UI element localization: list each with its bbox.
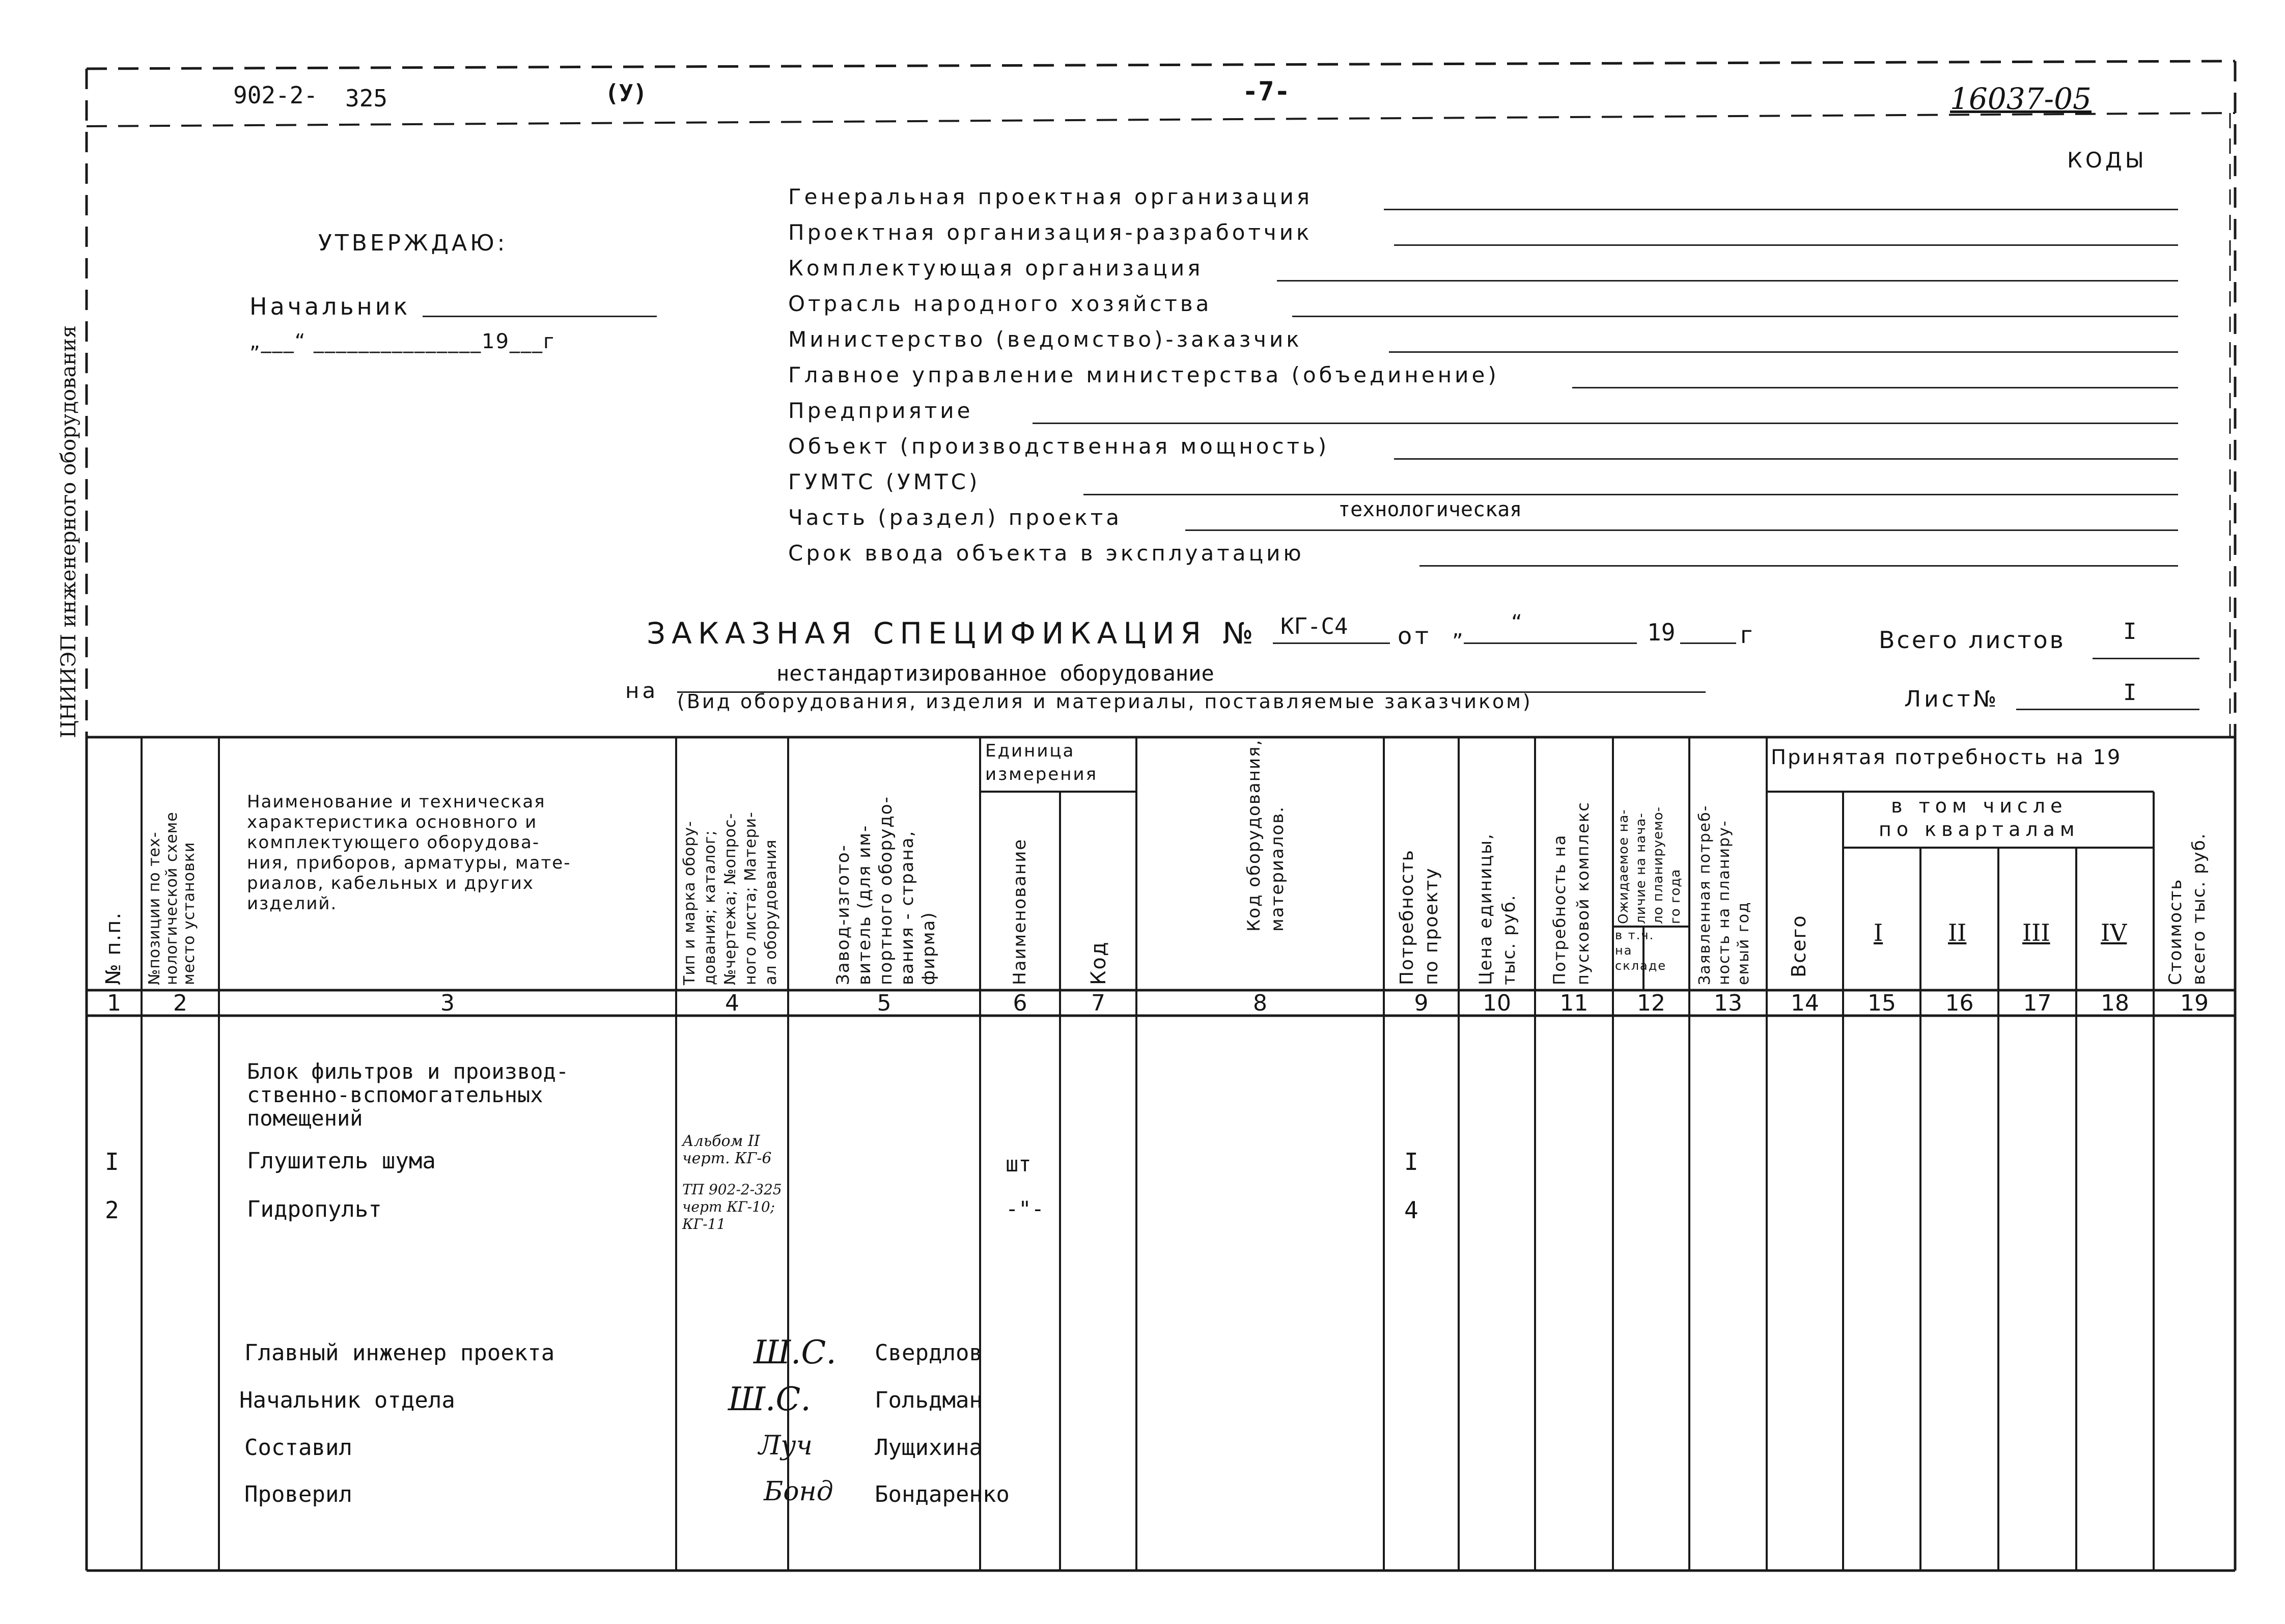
col-header-1: № п.п. bbox=[102, 911, 125, 985]
row-qty: 4 bbox=[1404, 1196, 1418, 1224]
org-field-label: Проектная организация-разработчик bbox=[788, 220, 1313, 245]
doc-series: 902-2- bbox=[233, 81, 318, 109]
org-field bbox=[788, 184, 2204, 220]
group-need: Принятая потребность на 19 bbox=[1771, 746, 2122, 769]
row-type: Альбом II черт. КГ-6 bbox=[682, 1132, 772, 1167]
col-number: 13 bbox=[1714, 990, 1742, 1016]
org-field-value: технологическая bbox=[1338, 498, 1522, 521]
col-header-9: Потребность по проекту bbox=[1397, 849, 1442, 985]
org-field bbox=[788, 327, 2204, 362]
spec-g: г bbox=[1740, 621, 1756, 649]
org-field bbox=[788, 362, 2204, 398]
col-number: 2 bbox=[173, 990, 187, 1016]
col-header-11: Потребность на пусковой комплекс bbox=[1550, 801, 1593, 985]
row-unit: -"- bbox=[1006, 1196, 1044, 1221]
row-name: Гидропульт bbox=[247, 1196, 382, 1222]
approval-date: „___“ _______________19___г bbox=[249, 330, 555, 353]
org-field bbox=[788, 256, 2204, 291]
col-number: 5 bbox=[877, 990, 891, 1016]
row-unit: шт bbox=[1006, 1152, 1032, 1177]
signature-role: Составил bbox=[244, 1435, 352, 1461]
in-stock-label: в т.ч. на складе bbox=[1615, 928, 1667, 973]
col-number: 9 bbox=[1414, 990, 1429, 1016]
col-number: 18 bbox=[2101, 990, 2129, 1016]
col-number: 16 bbox=[1945, 990, 1974, 1016]
col-number: 8 bbox=[1253, 990, 1267, 1016]
group-quarters: в том числе по кварталам bbox=[1879, 795, 2080, 841]
section-title: Блок фильтров и производ- ственно-вспомогательных помещений bbox=[247, 1059, 569, 1131]
spec-subject-caption: (Вид оборудования, изделия и материалы, поставляемые заказчиком) bbox=[677, 690, 1532, 713]
spec-number: КГ-С4 bbox=[1280, 613, 1348, 639]
doc-variant: (У) bbox=[605, 79, 648, 107]
col-header-4: Тип и марка обору- дования; каталог; №чертежа; №опрос- ного листа; Матери- ал оборудования bbox=[681, 811, 780, 985]
codes-label: КОДЫ bbox=[2067, 148, 2147, 173]
signature-name: Бондаренко bbox=[875, 1481, 1010, 1507]
group-unit: Единица измерения bbox=[985, 741, 1098, 785]
col-number: 19 bbox=[2180, 990, 2209, 1016]
row-type: ТП 902-2-325 черт КГ-10; КГ-11 bbox=[682, 1181, 782, 1233]
org-field bbox=[788, 398, 2204, 434]
col-number: 3 bbox=[440, 990, 455, 1016]
signature-role: Начальник отдела bbox=[239, 1387, 455, 1413]
total-sheets: I bbox=[2123, 619, 2137, 645]
org-field bbox=[788, 498, 2204, 541]
org-field bbox=[788, 434, 2204, 469]
signature-mark: Ш.С. bbox=[728, 1381, 811, 1418]
col-header-3: Наименование и техническая характеристика основного и комплектующего оборудова- ния, приборов, арматуры, мате- риалов, кабельных и других изделий. bbox=[247, 792, 571, 914]
signature-name: Свердлов bbox=[875, 1340, 983, 1366]
spec-na: на bbox=[625, 678, 659, 703]
org-field-label: ГУМТС (УМТС) bbox=[788, 469, 981, 494]
col-number: 14 bbox=[1791, 990, 1819, 1016]
col-number: 6 bbox=[1013, 990, 1027, 1016]
org-field bbox=[788, 291, 2204, 327]
org-field-label: Часть (раздел) проекта bbox=[788, 505, 1122, 530]
col-header-16: II bbox=[1948, 919, 1967, 946]
col-header-15: I bbox=[1874, 919, 1883, 946]
signature-mark: Ш.С. bbox=[754, 1334, 837, 1371]
row-num: 2 bbox=[105, 1196, 119, 1224]
spec-year: 19 bbox=[1647, 619, 1676, 646]
col-number: 15 bbox=[1868, 990, 1896, 1016]
org-field-label: Министерство (ведомство)-заказчик bbox=[788, 327, 1302, 352]
col-number: 17 bbox=[2023, 990, 2052, 1016]
col-number: 10 bbox=[1483, 990, 1511, 1016]
inventory-number: 16037-05 bbox=[1950, 81, 2092, 116]
org-field-label: Главное управление министерства (объединение) bbox=[788, 362, 1499, 387]
col-number: 12 bbox=[1637, 990, 1665, 1016]
signature-role: Главный инженер проекта bbox=[244, 1340, 555, 1366]
spec-from: от bbox=[1398, 622, 1432, 650]
col-header-14: Всего bbox=[1788, 914, 1810, 977]
spec-title: ЗАКАЗНАЯ СПЕЦИФИКАЦИЯ № bbox=[647, 616, 1260, 651]
org-field-label: Предприятие bbox=[788, 398, 973, 423]
col-number: 7 bbox=[1091, 990, 1105, 1016]
signature-name: Гольдман bbox=[875, 1387, 983, 1413]
total-sheets-label: Всего листов bbox=[1879, 626, 2066, 654]
page-number: -7- bbox=[1242, 76, 1290, 107]
org-field-label: Генеральная проектная организация bbox=[788, 184, 1313, 209]
signature-mark: Бонд bbox=[764, 1476, 833, 1507]
org-field-label: Объект (производственная мощность) bbox=[788, 434, 1330, 459]
row-num: I bbox=[105, 1148, 119, 1175]
signature-role: Проверил bbox=[244, 1481, 352, 1507]
sheet-number: I bbox=[2123, 680, 2137, 706]
org-field bbox=[788, 541, 2204, 576]
col-header-18: IV bbox=[2101, 919, 2127, 946]
approval-title: УТВЕРЖДАЮ: bbox=[318, 230, 508, 256]
col-header-13: Заявленная потреб- ность на планиру- емый год bbox=[1696, 804, 1752, 985]
signature-name: Лущихина bbox=[875, 1435, 983, 1461]
spec-date-mark: „ bbox=[1452, 616, 1466, 641]
approval-role: Начальник bbox=[249, 293, 411, 320]
col-header-17: III bbox=[2022, 919, 2050, 946]
sheet-label: Лист№ bbox=[1904, 686, 2000, 712]
col-header-7: Код bbox=[1087, 941, 1110, 985]
org-field-label: Срок ввода объекта в эксплуатацию bbox=[788, 541, 1304, 566]
col-header-8: Код оборудования, материалов. bbox=[1244, 739, 1288, 932]
col-header-10: Цена единицы, тыс. руб. bbox=[1475, 833, 1519, 985]
col-number: 11 bbox=[1559, 990, 1589, 1016]
row-qty: I bbox=[1404, 1148, 1418, 1175]
doc-number: 325 bbox=[345, 85, 388, 112]
org-field bbox=[788, 220, 2204, 256]
spec-date-mark: “ bbox=[1511, 610, 1525, 635]
signature-mark: Луч bbox=[759, 1431, 813, 1461]
col-header-2: №позиции по тех- нологической схеме место установки bbox=[146, 811, 198, 985]
col-header-6: Наименование bbox=[1010, 838, 1030, 985]
org-field-label: Отрасль народного хозяйства bbox=[788, 291, 1212, 316]
col-header-12: Ожидаемое на- личие на нача- ло планируемо- го года bbox=[1616, 806, 1683, 924]
col-number: 4 bbox=[725, 990, 739, 1016]
org-fields bbox=[788, 184, 2204, 576]
org-field-label: Комплектующая организация bbox=[788, 256, 1204, 281]
side-stamp: ЦНИИЭП инженерного оборудования bbox=[57, 325, 80, 738]
row-name: Глушитель шума bbox=[247, 1148, 436, 1174]
col-number: 1 bbox=[107, 990, 121, 1016]
col-header-5: Завод-изгото- витель (для им- портного оборудо- вания - страна, фирма) bbox=[833, 796, 939, 985]
col-header-19: Стоимость всего тыс. руб. bbox=[2165, 832, 2209, 985]
spec-subject: нестандартизированное оборудование bbox=[776, 661, 1214, 686]
